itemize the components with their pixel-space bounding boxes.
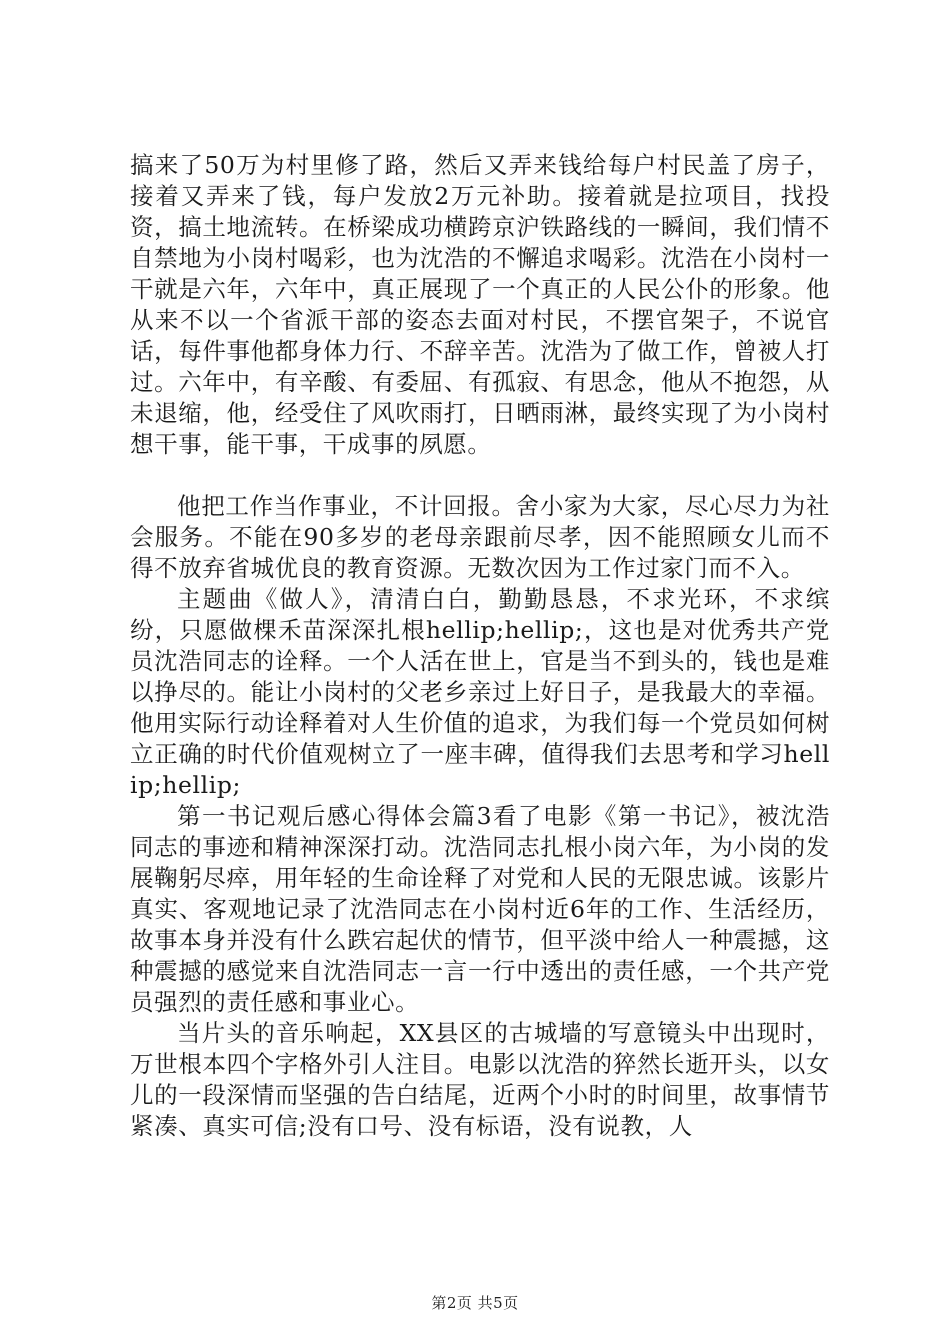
paragraph-2: 他把工作当作事业，不计回报。舍小家为大家，尽心尽力为社会服务。不能在90多岁的老母亲跟前尽孝，因不能照顾女儿而不得不放弃省城优良的教育资源。无数次因为工作过家门而不入。 [130,492,830,582]
paragraph-1: 搞来了50万为村里修了路，然后又弄来钱给每户村民盖了房子，接着又弄来了钱，每户发放2万元补助。接着就是拉项目，找投资，搞土地流转。在桥梁成功横跨京沪铁路线的一瞬间，我们情不自禁地为小岗村喝彩，也为沈浩的不懈追求喝彩。沈浩在小岗村一干就是六年，六年中，真正展现了一个真正的人民公仆的形象。他从来不以一个省派干部的姿态去面对村民，不摆官架子，不说官话，每件事他都身体力行、不辞辛苦。沈浩为了做工作，曾被人打过。六年中，有辛酸、有委屈、有孤寂、有思念，他从不抱怨，从未退缩，他，经受住了风吹雨打，日晒雨淋，最终实现了为小岗村想干事，能干事，干成事的夙愿。 [130,151,830,458]
paragraph-4: 第一书记观后感心得体会篇3看了电影《第一书记》，被沈浩同志的事迹和精神深深打动。沈浩同志扎根小岗六年，为小岗的发展鞠躬尽瘁，用年轻的生命诠释了对党和人民的无限忠诚。该影片真实、客观地记录了沈浩同志在小岗村近6年的工作、生活经历，故事本身并没有什么跌宕起伏的情节，但平淡中给人一种震撼，这种震撼的感觉来自沈浩同志一言一行中透出的责任感，一个共产党员强烈的责任感和事业心。 [130,802,830,1016]
paragraph-gap [130,460,830,491]
document-body [130,150,830,1142]
paragraph-3: 主题曲《做人》，清清白白，勤勤恳恳，不求光环，不求缤纷，只愿做棵禾苗深深扎根hellip;hellip;，这也是对优秀共产党员沈浩同志的诠释。一个人活在世上，官是当不到头的，钱也是难以挣尽的。能让小岗村的父老乡亲过上好日子，是我最大的幸福。他用实际行动诠释着对人生价值的追求，为我们每一个党员如何树立正确的时代价值观树立了一座丰碑，值得我们去思考和学习hellip;hellip; [130,585,830,799]
paragraph-5: 当片头的音乐响起，XX县区的古城墙的写意镜头中出现时，万世根本四个字格外引人注目。电影以沈浩的猝然长逝开头，以女儿的一段深情而坚强的告白结尾，近两个小时的时间里，故事情节紧凑、真实可信;没有口号、没有标语，没有说教，人 [130,1019,830,1140]
page-number-footer: 第2页 共5页 [431,1294,519,1312]
